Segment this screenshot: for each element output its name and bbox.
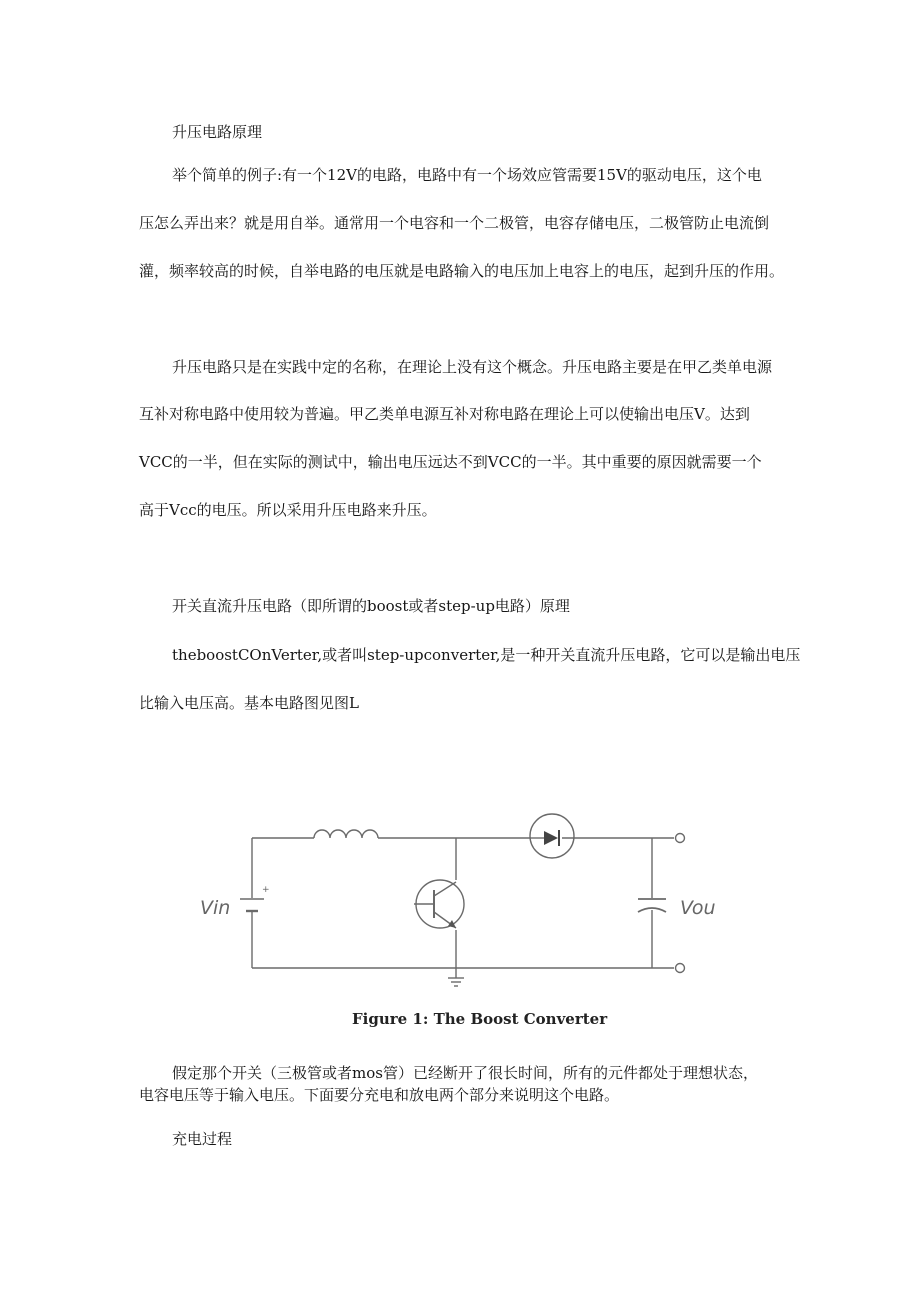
section-heading-charging: 充电过程 bbox=[172, 1130, 233, 1148]
paragraph-3-line-1: theboostCOnVerter,或者叫step-upconverter,是一种开关直流升压电路，它可以是输出电压 bbox=[172, 646, 801, 664]
paragraph-4-line-2: 电容电压等于输入电压。下面要分充电和放电两个部分来说明这个电路。 bbox=[139, 1086, 620, 1104]
output-terminal-bottom bbox=[676, 964, 685, 973]
inductor-symbol bbox=[314, 830, 378, 838]
paragraph-3-line-2: 比输入电压高。基本电路图见图L bbox=[139, 694, 359, 712]
output-terminal-top bbox=[676, 834, 685, 843]
svg-text:+: + bbox=[262, 885, 270, 895]
paragraph-2-line-4: 高于Vcc的电压。所以采用升压电路来升压。 bbox=[139, 501, 437, 519]
paragraph-4-line-1: 假定那个开关（三极管或者mos管）已经断开了很长时间，所有的元件都处于理想状态， bbox=[172, 1064, 758, 1082]
paragraph-2-line-1: 升压电路只是在实践中定的名称，在理论上没有这个概念。升压电路主要是在甲乙类单电源 bbox=[172, 358, 773, 376]
vout-label: Vou bbox=[680, 897, 716, 919]
vin-label: Vin bbox=[200, 897, 231, 919]
paragraph-1-line-3: 灌，频率较高的时候，自举电路的电压就是电路输入的电压加上电容上的电压，起到升压的作用。 bbox=[139, 262, 785, 280]
section-title: 升压电路原理 bbox=[172, 123, 263, 141]
figure-caption: Figure 1: The Boost Converter bbox=[352, 1010, 608, 1028]
diode-triangle bbox=[544, 831, 558, 845]
circuit-diagram bbox=[200, 810, 720, 990]
paragraph-2-line-2: 互补对称电路中使用较为普遍。甲乙类单电源互补对称电路在理论上可以使输出电压V。达到 bbox=[139, 405, 750, 423]
section-heading-boost: 开关直流升压电路（即所谓的boost或者step-up电路）原理 bbox=[172, 597, 570, 615]
paragraph-1-line-2: 压怎么弄出来？就是用自举。通常用一个电容和一个二极管，电容存储电压，二极管防止电流倒 bbox=[139, 214, 770, 232]
paragraph-2-line-3: VCC的一半，但在实际的测试中，输出电压远达不到VCC的一半。其中重要的原因就需要一个 bbox=[139, 453, 762, 471]
paragraph-1-line-1: 举个简单的例子:有一个12V的电路，电路中有一个场效应管需要15V的驱动电压，这个电 bbox=[172, 166, 762, 184]
boost-converter-figure bbox=[200, 810, 720, 990]
